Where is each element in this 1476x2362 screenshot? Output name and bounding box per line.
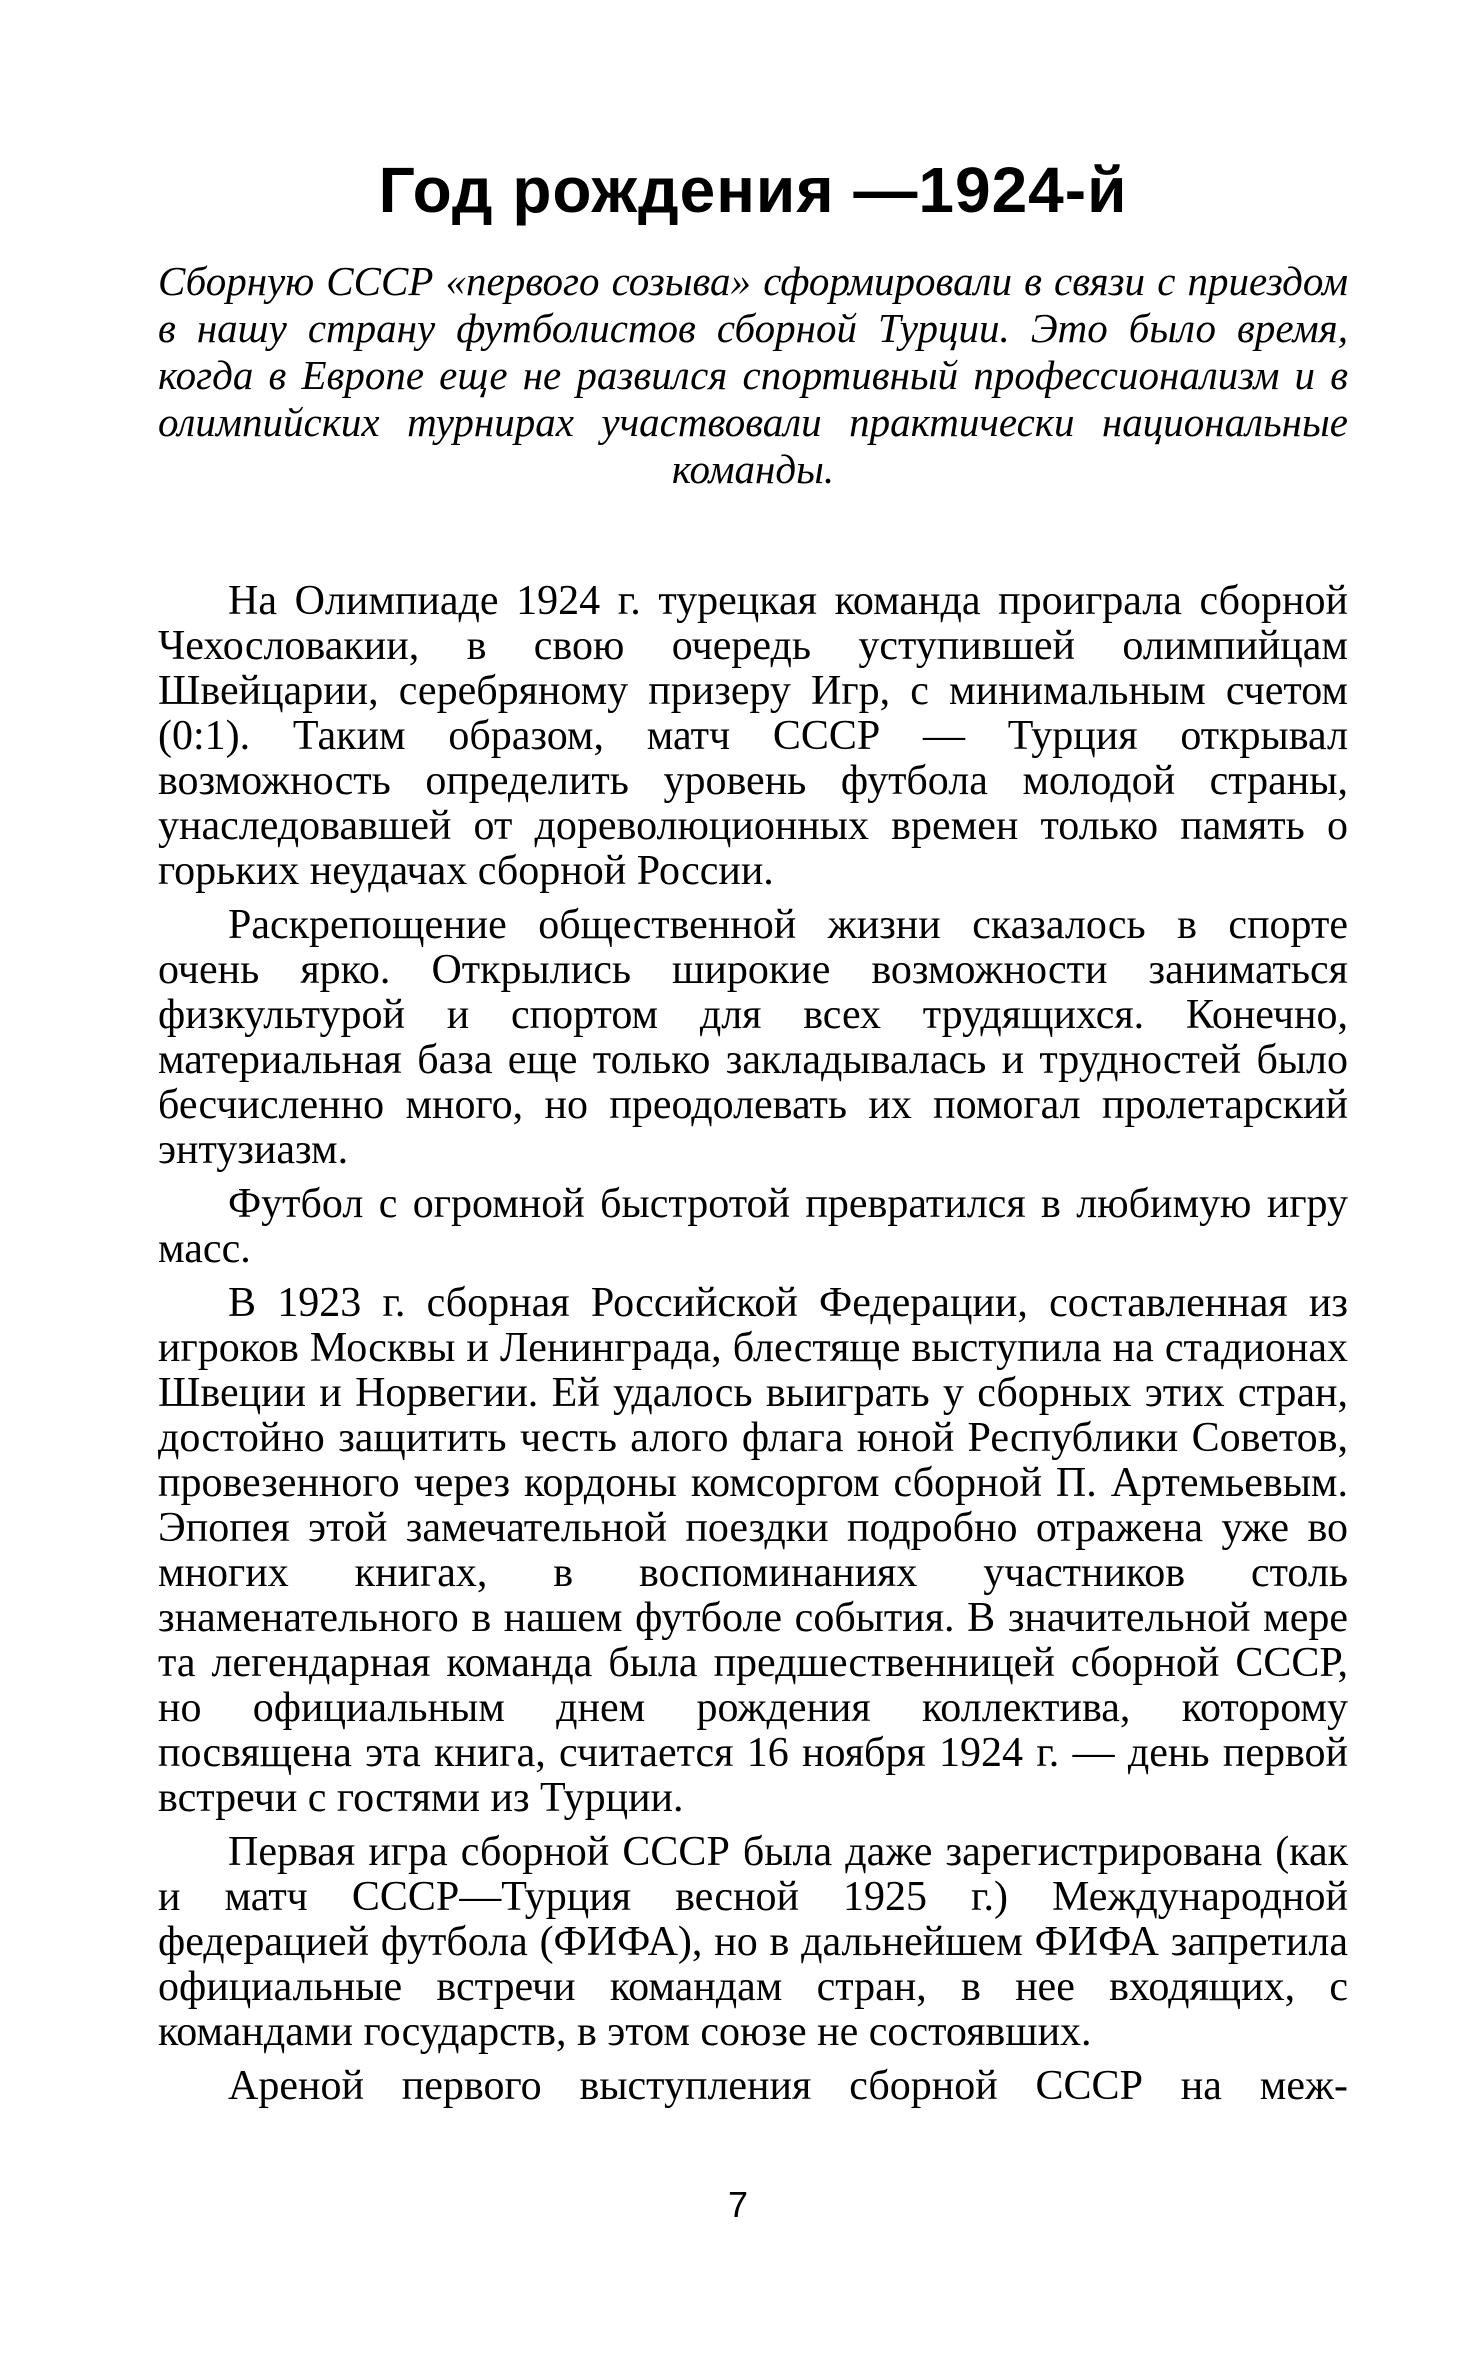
chapter-epigraph: Сборную СССР «первого созыва» сформировали в связи с приездом в нашу страну футболистов сборной Турции. Это было время, когда в Европе еще не развился спортивный профессионализм и в олимпийских турнирах участвовали практически национальные команды.	[158, 258, 1348, 492]
page-number: 7	[727, 2184, 749, 2225]
paragraph: На Олимпиаде 1924 г. турецкая команда проиграла сборной Чехословакии, в свою очередь уступившей олимпийцам Швейцарии, серебряному призеру Игр, с минимальным счетом (0:1). Таким образом, матч СССР — Турция открывал возможность определить уровень футбола молодой страны, унаследовавшей от дореволюционных времен только память о горьких неудачах сборной России.	[158, 578, 1348, 894]
paragraph: Раскрепощение общественной жизни сказалось в спорте очень ярко. Открылись широкие возможности заниматься физкультурой и спортом для всех трудящихся. Конечно, материальная база еще только закладывалась и трудностей было бесчисленно много, но преодолевать их помогал пролетарский энтузиазм.	[158, 902, 1348, 1173]
chapter-title: Год рождения —1924-й	[378, 154, 1128, 226]
paragraph: В 1923 г. сборная Российской Федерации, составленная из игроков Москвы и Ленинграда, блестяще выступила на стадионах Швеции и Норвегии. Ей удалось выиграть у сборных этих стран, достойно защитить честь алого флага юной Республики Советов, провезенного через кордоны комсоргом сборной П. Артемьевым. Эпопея этой замечательной поездки подробно отражена уже во многих книгах, в воспоминаниях участников столь знаменательного в нашем футболе события. В значительной мере та легендарная команда была предшественницей сборной СССР, но официальным днем рождения коллектива, которому посвящена эта книга, считается 16 ноября 1924 г. — день первой встречи с гостями из Турции.	[158, 1280, 1348, 1821]
paragraph: Футбол с огромной быстротой превратился в любимую игру масс.	[158, 1181, 1348, 1272]
book-page	[158, 150, 1348, 2109]
paragraph: Ареной первого выступления сборной СССР на меж-	[228, 2063, 1348, 2109]
paragraph: Первая игра сборной СССР была даже зарегистрирована (как и матч СССР—Турция весной 1925 г.) Международной федерацией футбола (ФИФА), но в дальнейшем ФИФА запретила официальные встречи командам стран, в нее входящих, с командами государств, в этом союзе не состоявших.	[158, 1829, 1348, 2055]
body-text	[158, 579, 1348, 2109]
